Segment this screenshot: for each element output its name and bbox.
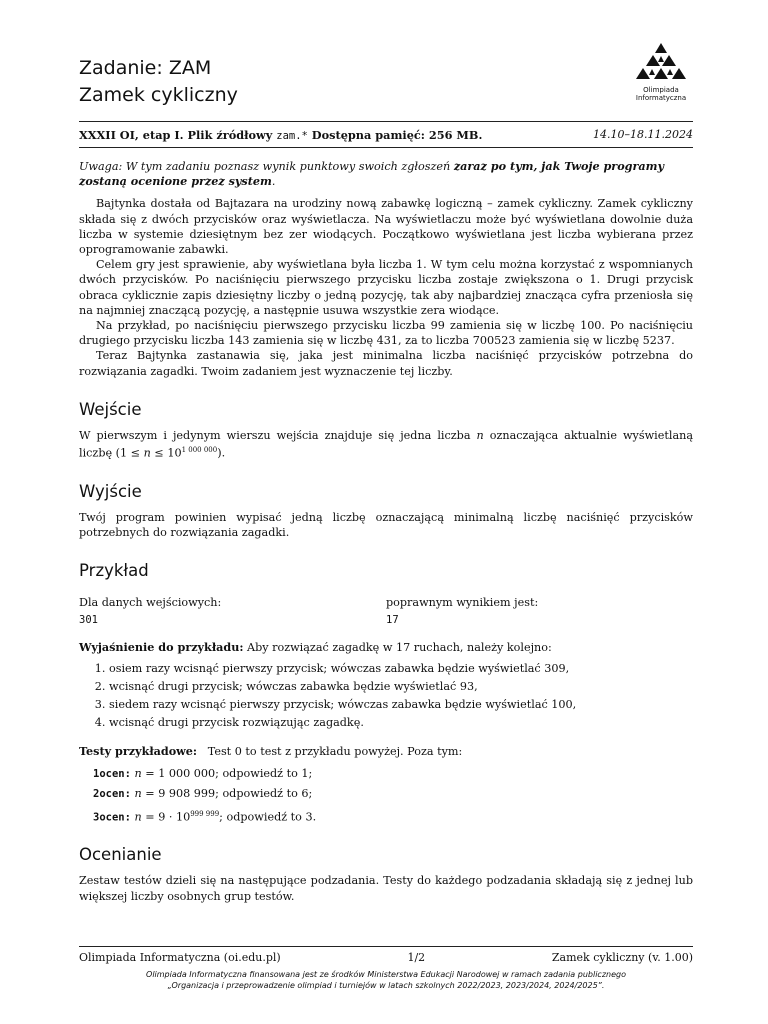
- sample-test-name: 1ocen:: [93, 767, 131, 780]
- footer-task-version: Zamek cykliczny (v. 1.00): [551, 951, 693, 964]
- sample-test-answer: ; odpowiedź to 3.: [219, 810, 317, 824]
- sample-tests-list: [79, 764, 693, 828]
- example-output-label: poprawnym wynikiem jest:: [386, 596, 539, 610]
- funding-note-line-1: Olimpiada Informatyczna finansowana jest ze środków Ministerstwa Edukacji Narodowej w ramach zadania publicznego: [146, 970, 626, 979]
- explanation-step: 3. siedem razy wcisnąć pierwszy przycisk; wówczas zabawka będzie wyświetlać 100,: [109, 696, 693, 714]
- note-paragraph: [79, 159, 693, 189]
- sample-test-value: 9 · 10: [158, 810, 191, 824]
- task-page: [79, 55, 693, 904]
- meta-source-file: zam.*: [276, 129, 308, 142]
- story-paragraph-4: Teraz Bajtynka zastanawia się, jaka jest minimalna liczba naciśnięć przycisków potrzebna do rozwiązania zagadki. Twoim zadaniem jest wyznaczenie tej liczby.: [79, 349, 693, 378]
- input-heading: Wejście: [79, 399, 142, 419]
- note-end: .: [271, 175, 276, 189]
- input-var-n-2: n: [143, 446, 151, 460]
- sample-test-var: n =: [130, 766, 159, 780]
- task-code-title: Zadanie: ZAM: [79, 57, 212, 79]
- sample-test-line: [93, 764, 693, 784]
- explanation-text: Aby rozwiązać zagadkę w 17 ruchach, należy kolejno:: [243, 641, 552, 655]
- meta-info: [79, 128, 482, 142]
- sample-test-value: 9 908 999: [158, 786, 216, 800]
- explanation-label: Wyjaśnienie do przykładu:: [79, 640, 244, 655]
- story-paragraph-2: Celem gry jest sprawienie, aby wyświetlana była liczba 1. W tym celu można korzystać z wspomnianych dwóch przycisków. Po naciśnięciu pierwszego przycisku liczba zostaje zwiększona o 1. Drugi przycisk obraca cyklicznie zapis dziesiętny liczby o jedną pozycję, tak aby najbardziej znacząca cyfra przeniosła się na najmniej znaczącą pozycję, a następnie usuwa wszystkie zera wiodące.: [79, 258, 693, 317]
- example-block: [79, 596, 693, 626]
- example-input: [79, 596, 386, 626]
- explanation-step: 1. osiem razy wcisnąć pierwszy przycisk; wówczas zabawka będzie wyświetlać 309,: [109, 660, 693, 678]
- explanation-step: 4. wcisnąć drugi przycisk rozwiązując zagadkę.: [109, 714, 693, 732]
- input-text-2: oznaczająca aktualnie wyświetlaną liczbę (1 ≤: [79, 428, 694, 460]
- sample-test-var: n =: [130, 810, 159, 824]
- story-paragraph-1: Bajtynka dostała od Bajtazara na urodziny nową zabawkę logiczną – zamek cykliczny. Zamek cykliczny składa się z dwóch przycisków oraz wyświetlacza. Na wyświetlaczu może być wyświetlana dowolnie duża liczba w systemie dziesiętnym bez zer wiodących. Początkowo wyświetlana jest liczba wybierana przez oprogramowanie zabawki.: [79, 197, 693, 257]
- footer-page-number: 1/2: [407, 951, 426, 964]
- scoring-heading: Ocenianie: [79, 845, 162, 865]
- scoring-description: Zestaw testów dzieli się na następujące podzadania. Testy do każdego podzadania składają się z jednej lub większej liczby osobnych grup testów.: [79, 874, 693, 903]
- task-meta-bar: [79, 121, 693, 148]
- sample-test-name: 2ocen:: [93, 787, 131, 800]
- input-text-1: W pierwszym i jedynym wierszu wejścia znajduje się jedna liczba: [79, 428, 477, 442]
- explanation-steps: [79, 660, 693, 733]
- input-exponent: 1 000 000: [181, 446, 218, 455]
- triangles-logo-icon: [631, 42, 691, 86]
- meta-memory: Dostępna pamięć: 256 MB.: [307, 127, 483, 142]
- funding-note: [79, 969, 693, 991]
- input-text-3: ≤ 10: [150, 446, 182, 460]
- sample-test-answer: ; odpowiedź to 1;: [215, 766, 313, 780]
- sample-test-line: [93, 784, 693, 804]
- funding-note-line-2: „Organizacja i przeprowadzenie olimpiad i turniejów w latach szkolnych 2022/2023, 2023/2024, 2024/2025”.: [167, 981, 605, 990]
- sample-tests-label: Testy przykładowe:: [79, 744, 198, 759]
- page-footer: [79, 946, 693, 964]
- logo-text-line-2: Informatyczna: [635, 94, 687, 102]
- meta-contest: XXXII OI, etap I. Plik źródłowy: [79, 127, 277, 142]
- example-input-value: 301: [79, 614, 98, 627]
- sample-test-name: 3ocen:: [93, 811, 131, 824]
- input-text-4: ).: [217, 446, 226, 460]
- footer-site: Olimpiada Informatyczna (oi.edu.pl): [79, 951, 281, 964]
- example-input-label: Dla danych wejściowych:: [79, 596, 222, 610]
- story-paragraph-3: Na przykład, po naciśnięciu pierwszego przycisku liczba 99 zamienia się w liczbę 100. Po naciśnięciu drugiego przycisku liczba 143 zamienia się w liczbę 431, za to liczba 700523 zamienia się w liczbę 5237.: [79, 319, 693, 348]
- sample-test-line: [93, 804, 693, 828]
- sample-test-exponent: 999 999: [190, 809, 220, 818]
- note-bold-text: zaraz po tym, jak Twoje programy zostaną ocenione przez system: [79, 159, 664, 189]
- sample-test-answer: ; odpowiedź to 6;: [215, 786, 313, 800]
- task-header: [79, 55, 693, 115]
- output-description: Twój program powinien wypisać jedną liczbę oznaczającą minimalną liczbę naciśnięć przycisków potrzebnych do rozwiązania zagadki.: [79, 510, 693, 540]
- sample-tests-text: Test 0 to test z przykładu powyżej. Poza tym:: [197, 745, 463, 759]
- logo-text-line-1: Olimpiada: [643, 86, 679, 94]
- explanation-step: 2. wcisnąć drugi przycisk; wówczas zabawka będzie wyświetlać 93,: [109, 678, 693, 696]
- note-text: Uwaga: W tym zadaniu poznasz wynik punktowy swoich zgłoszeń: [79, 160, 454, 173]
- example-output: [386, 596, 693, 626]
- sample-test-value: 1 000 000: [158, 766, 216, 780]
- output-heading: Wyjście: [79, 481, 142, 501]
- sample-test-var: n =: [130, 786, 159, 800]
- input-description: [79, 428, 693, 461]
- task-name-title: Zamek cykliczny: [79, 84, 238, 106]
- meta-date: 14.10–18.11.2024: [593, 128, 693, 141]
- olympiad-logo: [626, 42, 696, 102]
- explanation-paragraph: [79, 640, 693, 655]
- example-output-value: 17: [386, 614, 399, 627]
- example-heading: Przykład: [79, 561, 149, 581]
- sample-tests-paragraph: [79, 744, 693, 759]
- input-var-n: n: [476, 428, 484, 442]
